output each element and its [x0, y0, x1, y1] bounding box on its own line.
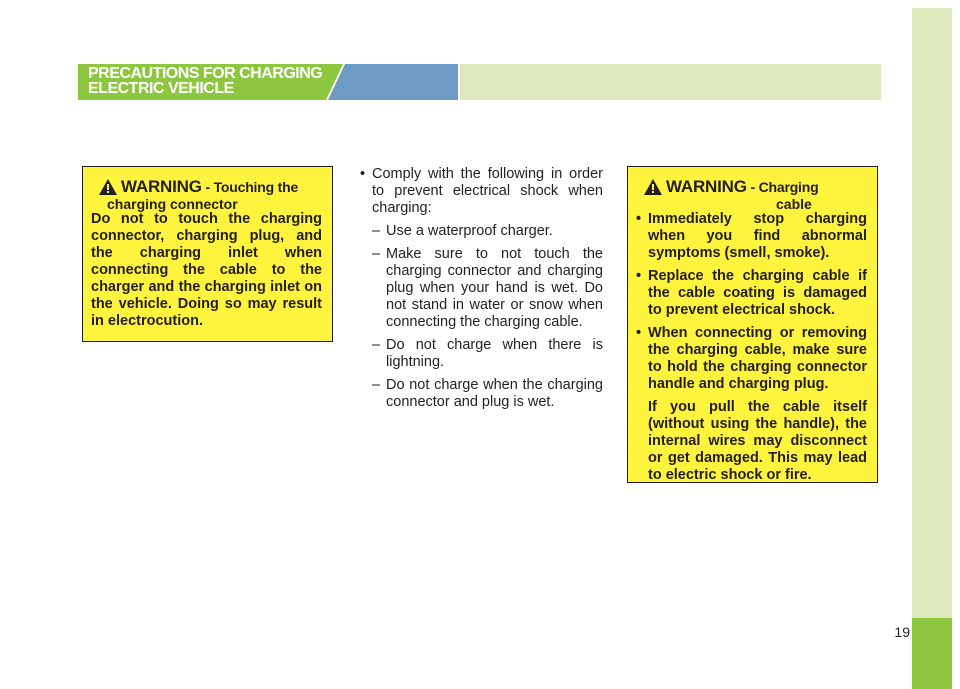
warning-triangle-icon	[644, 179, 662, 195]
dash-mark: –	[372, 246, 381, 262]
precaution-dash-item	[356, 337, 603, 371]
warning-list-item-text: When connecting or removing the charging cable, make sure to hold the charging connector handle and charging plug.	[648, 325, 867, 392]
dash-mark: –	[372, 223, 381, 239]
side-strip	[912, 8, 952, 618]
warning-header	[91, 177, 322, 211]
warning-box-touching-connector	[82, 166, 333, 342]
warning-heading	[666, 177, 818, 197]
warning-list	[636, 211, 867, 484]
precaution-dash-item	[356, 377, 603, 411]
warning-subtitle: - Touching the	[201, 179, 299, 195]
warning-body: Do not to touch the charging connector, charging plug, and the charging inlet when connecting the cable to the charger and the charging inlet on the vehicle. Doing so may result in electrocution.	[91, 211, 322, 329]
dash-mark: –	[372, 337, 381, 353]
bullet-mark: •	[360, 166, 366, 182]
warning-word: WARNING	[121, 177, 202, 196]
section-header	[78, 64, 881, 100]
dash-mark: –	[372, 377, 381, 393]
warning-subtitle-line2: cable	[776, 196, 812, 212]
precaution-dash-text: Make sure to not touch the charging connector and charging plug when your hand is wet. Do not stand in water or snow when connecting the charging cable.	[386, 246, 603, 330]
warning-triangle-icon	[99, 179, 117, 195]
warning-list-item: • Replace the charging cable if the cable coating is damaged to prevent electrical shock.	[636, 268, 867, 319]
precaution-bullet-text: Comply with the following in order to prevent electrical shock when charging:	[372, 166, 603, 216]
warning-list-item	[636, 325, 867, 484]
precaution-dash-text: Do not charge when there is lightning.	[386, 337, 603, 370]
section-title	[88, 66, 322, 96]
warning-word: WARNING	[666, 177, 747, 196]
warning-header	[636, 177, 867, 211]
warning-box-charging-cable	[627, 166, 878, 483]
page-number: 19	[894, 624, 910, 640]
warning-subtitle: - Charging	[746, 179, 819, 195]
precaution-dash-text: Do not charge when the charging connector and plug is wet.	[386, 377, 603, 410]
section-title-line1: PRECAUTIONS FOR CHARGING	[88, 65, 323, 82]
precautions-text	[356, 166, 603, 417]
warning-list-item: • Immediately stop charging when you find abnormal symptoms (smell, smoke).	[636, 211, 867, 262]
page-tab	[912, 618, 952, 689]
precaution-bullet	[356, 166, 603, 217]
section-title-line2: ELECTRIC VEHICLE	[88, 80, 234, 97]
warning-list-continuation: If you pull the cable itself (without using the handle), the internal wires may disconnect or get damaged. This may lead to electric shock or fire.	[648, 399, 867, 483]
precaution-dash-item	[356, 246, 603, 331]
warning-subtitle-line2: charging connector	[107, 196, 238, 212]
precaution-dash-text: Use a waterproof charger.	[386, 223, 553, 239]
warning-heading	[121, 177, 298, 197]
precaution-dash-item	[356, 223, 603, 240]
